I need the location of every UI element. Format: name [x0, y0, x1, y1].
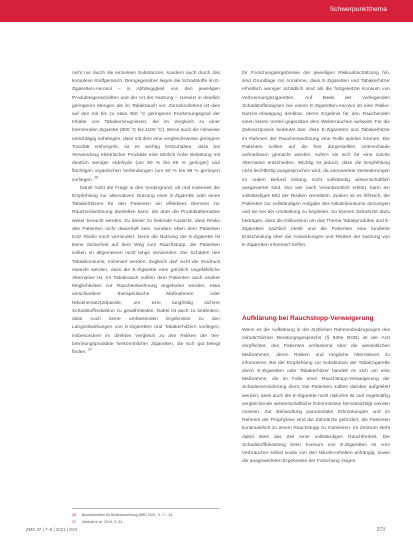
left-paragraph-1-text: nicht nur durch die einzelnen Substanzen, sondern auch durch das komplexe Stoffgemisch. Demgegenüber liegen die Schadstoffe im E-Zigaretten-Aerosol – in Abhängigkeit von den jeweiligen Produkteigenschaften und der Art der Nutzung – zumeist in deutlich geringeren Mengen als im Tabakrauch vor. Zurückzuführen ist dies auf den mit bis zu etwa 350 °C geringeren Erwärmungsgrad der Inhalte von Tabakerzeugnissen, die im Vergleich zu einer brennenden Zigarette (800 °C bis 1100 °C). Wenn auch die Hinweise einschlägig nahelegen, dass mit dem eine vergleichsweise geringere Toxizität einhergeht, ist es wichtig festzuhalten, dass bei Verwendung elektrischer Produkte eine ähnlich hohe Belastung mit deutlich weniger Aldehyde (um 80 % bis 95 % geringer) und flüchtigen organischen Verbindungen (um 60 % bis 99 % geringer) vorliegen.	[72, 71, 220, 183]
footnotes	[72, 508, 220, 525]
left-column	[72, 70, 220, 357]
left-paragraph-1	[72, 70, 220, 185]
journal-reference: ZMK 37 | 7–8 | 2021 | DOI	[26, 527, 78, 532]
footnote-number: 36	[72, 513, 76, 517]
right-column-section-2	[242, 148, 390, 466]
footnote-ref: 36	[94, 175, 99, 180]
footnote-text: Mallock et al. 2019, S. 61.	[82, 519, 124, 524]
right-paragraph-1: für Forschungsergebnisse der jeweiligen Risikoabschätzung hin, sind Grundlage zur Annahme, dass E-Zigaretten und Tabakerhitzer erheblich weniger schädlich sind als die fortgesetzte Konsum von Verbrennungszigaretten. Auf Basis der vorliegenden Schadstoffanalysen bei einem E-Zigaretten-Aerosol ist eine Risiko-Nutzen-Abwägung denkbar, deren Ergebnis für den Rauchenden einen klaren Vorteil gegenüber dem Weiterrauchen aufweist. Für die Zahnarztpraxis bedeutet das, dass E-Zigaretten und Tabakerhitzer im Rahmen der Rauchentwöhnung eine Rolle spielen können. Die Patienten sollten auf die hier dargestellten Unterschiede aufmerksam gemacht werden, sofern sie sich für eine solche Alternative entscheiden. Wichtig ist jedoch, dass die Empfehlung nicht leichtfertig ausgesprochen wird, da unerwartete Veränderungen im oralen Befund bislang nicht vollständig wissenschaftlich ausgewertet sind. Nur wer nach Verantwortlich erklärt, kann ein vollständiges Bild der Risiken vermitteln. Zudem ist es hilfreich, die Patienten zur vollständigen Aufgabe des Nikotinkonsums anzuregen und sie bei der Umstellung zu begleiten. So können Zahnärzte dazu beitragen, dass die Diskussion um das Thema Tabakprodukte und E-Zigaretten sachlich bleibt und die Patienten eine fundierte Entscheidung über die Auswirkungen und Risiken der Nutzung von E-Zigaretten informiert treffen.	[242, 71, 390, 249]
page-number: 373	[376, 527, 385, 533]
left-paragraph-2	[72, 185, 220, 357]
footnote-number: 37	[72, 519, 76, 524]
footnote	[72, 519, 220, 526]
left-paragraph-2-text: Damit rückt die Frage in den Vordergrund, ob und inwieweit die Empfehlung zur alternativen Nutzung einer E-Zigarette oder eines Tabakerhitzers für den Patienten ein effektives Element zur Rauchentwöhnung darstellen kann, die aber die Produktalternative weiter besucht werden. Zu dieser zu heilende Aussicht, dass Risiko des Patienten nicht dauerhaft sein, sondern eben dem Patienten trotz Risiko noch vermindert. Denn die Nutzung der E-Zigarette ist keine Sicherheit auf dem Weg zum Rauchstopp, die Patienten sollten im allgemeinen nicht lange verwenden. Die Schäden des Tabakkonsums, minimiert werden. Zugleich darf nicht der Eindruck erweckt werden, dass die E-Zigarette eine gänzlich ungefährliche Alternative ist. Im Tabakrauch sollten dem Patienten auch andere Möglichkeiten zur Rauchentwöhnung angeboten werden, etwa verschiedene therapeutische Maßnahmen oder Nikotinersatzpräparate, um eine langfristig sichere Schadstoffreduktion zu gewährleisten. Dabei ist auch zu bedenken, dass noch keine umfassenden Ergebnisse zu den Langzeitwirkungen von E-Zigaretten und Tabakerhitzern vorliegen, insbesondere im direkten Vergleich zu den Risiken der Verbrennungsprodukte herkömmlicher Zigaretten, die sich gut belegt finden.	[72, 185, 220, 355]
header-bar	[0, 0, 413, 22]
footnote-ref: 37	[87, 347, 92, 352]
section-title: Schwerpunktthema	[329, 6, 387, 13]
section-2-paragraph-1: Wenn es die Aufklärung in der ärztlichen Rahmenbedingungen des zahnärztlichen Beratungsgesprächs (§ 630e BGB) ist der Arzt verpflichtet, den Patienten umfassend über die wesentlichen Maßnahmen, deren Risiken und mögliche Alternativen zu informieren. Bei der Empfehlung zur Substitution der Tabakzigarette durch E-Zigaretten oder Tabakerhitzer handelt es sich um eine Maßnahme, die im Falle einer Rauchstopp-Verweigerung der Schadensminderung dient. Die Patienten sollten darüber aufgeklärt werden, dass auch die E-Zigarette nicht risikofrei ist und regelmäßig vergleichende wissenschaftliche Erkenntnisse berücksichtigt werden müssen. Zur Behandlung parodontaler Erkrankungen und im Rahmen der Prophylaxe sind die Zahnärzte gefordert, die Patienten kontinuierlich zu einem Rauchstopp zu motivieren. Im Zentrum steht dabei stets das Ziel einer vollständigen Rauchfreiheit. Die Schadstoffbelastung beim Konsum von E-Zigaretten ist vom Verbraucher selbst sowie von den Nikotin-Inhalten anhängig, sowie die ausgewerteten Ergebnisse der Forschung zeigen.	[242, 328, 390, 465]
footnote-text: Bundesinstitut für Risikobewertung (BfR) 2021, S. 7 – 14.	[82, 513, 174, 517]
section-heading: Aufklärung bei Rauchstopp-Verweigerung	[242, 315, 374, 322]
